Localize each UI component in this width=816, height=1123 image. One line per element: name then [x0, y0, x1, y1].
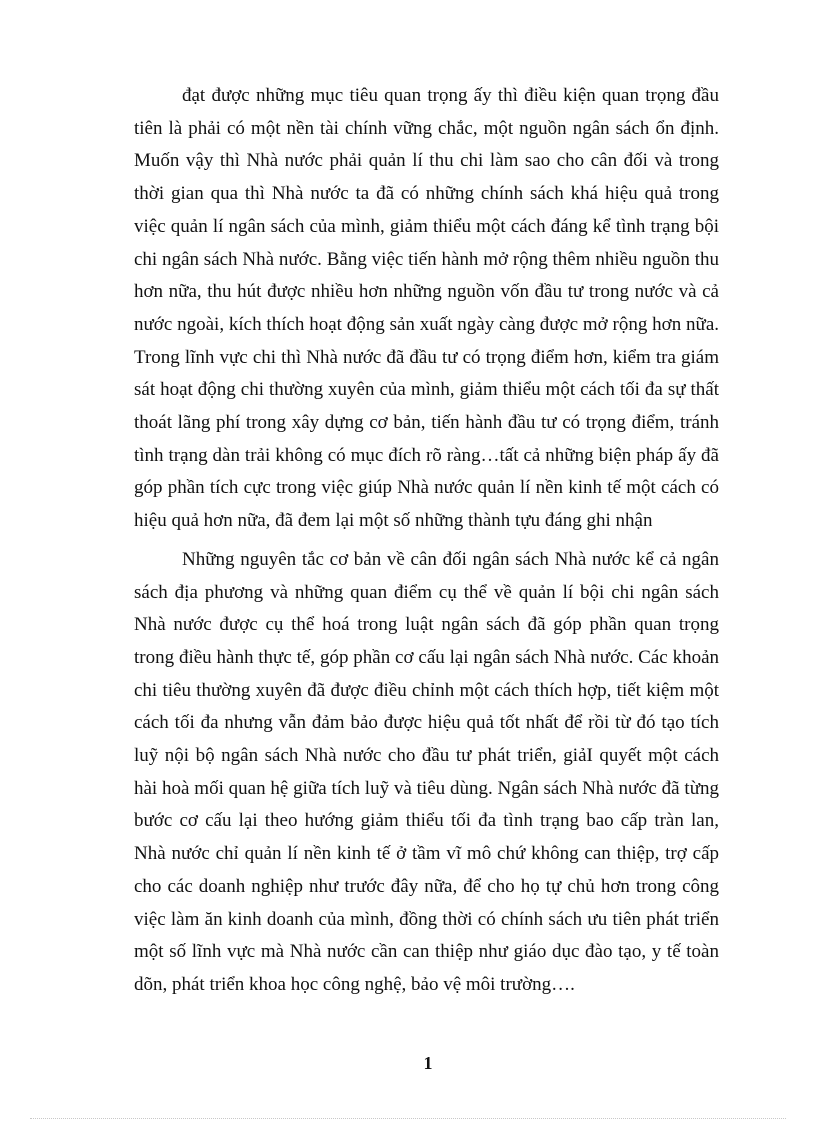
page-bottom-divider: [30, 1118, 786, 1119]
page-number: 1: [423, 1053, 433, 1073]
paragraph-1: đạt được những mục tiêu quan trọng ấy thì điều kiện quan trọng đầu tiên là phải có một nền tài chính vững chắc, một nguồn ngân sách ổn định. Muốn vậy thì Nhà nước phải quản lí thu chi làm sao cho cân đối và trong thời gian qua thì Nhà nước ta đã có những chính sách khá hiệu quả trong việc quản lí ngân sách của mình, giảm thiểu một cách đáng kể tình trạng bội chi ngân sách Nhà nước. Bằng việc tiến hành mở rộng thêm nhiều nguồn thu hơn nữa, thu hút được nhiều hơn những nguồn vốn đầu tư trong nước và cả nước ngoài, kích thích hoạt động sản xuất ngày càng được mở rộng hơn nữa. Trong lĩnh vực chi thì Nhà nước đã đầu tư có trọng điểm hơn, kiểm tra giám sát hoạt động chi thường xuyên của mình, giảm thiểu một cách tối đa sự thất thoát lãng phí trong xây dựng cơ bản, tiến hành đầu tư có trọng điểm, tránh tình trạng dàn trải không có mục đích rõ ràng…tất cả những biện pháp ấy đã góp phần tích cực trong việc giúp Nhà nước quản lí nền kinh tế một cách có hiệu quả hơn nữa, đã đem lại một số những thành tựu đáng ghi nhận: [134, 85, 719, 532]
paragraph-2: Những nguyên tắc cơ bản về cân đối ngân sách Nhà nước kể cả ngân sách địa phương và những quan điểm cụ thể về quản lí bội chi ngân sách Nhà nước được cụ thể hoá trong luật ngân sách đã góp phần quan trọng trong điều hành thực tế, góp phần cơ cấu lại ngân sách Nhà nước. Các khoản chi tiêu thường xuyên đã được điều chỉnh một cách thích hợp, tiết kiệm một cách tối đa nhưng vẫn đảm bảo được hiệu quả tốt nhất để rồi từ đó tạo tích luỹ nội bộ ngân sách Nhà nước cho đầu tư phát triển, giảI quyết một cách hài hoà mối quan hệ giữa tích luỹ và tiêu dùng. Ngân sách Nhà nước đã từng bước cơ cấu lại theo hướng giảm thiểu tối đa tình trạng bao cấp tràn lan, Nhà nước chỉ quản lí nền kinh tế ở tầm vĩ mô chứ không can thiệp, trợ cấp cho các doanh nghiệp như trước đây nữa, để cho họ tự chủ hơn trong công việc làm ăn kinh doanh của mình, đồng thời có chính sách ưu tiên phát triển một số lĩnh vực mà Nhà nước cần can thiệp như giáo dục đào tạo, y tế toàn dõn, phát triển khoa học công nghệ, bảo vệ môi trường….: [134, 548, 719, 995]
body-text: [134, 80, 719, 1002]
